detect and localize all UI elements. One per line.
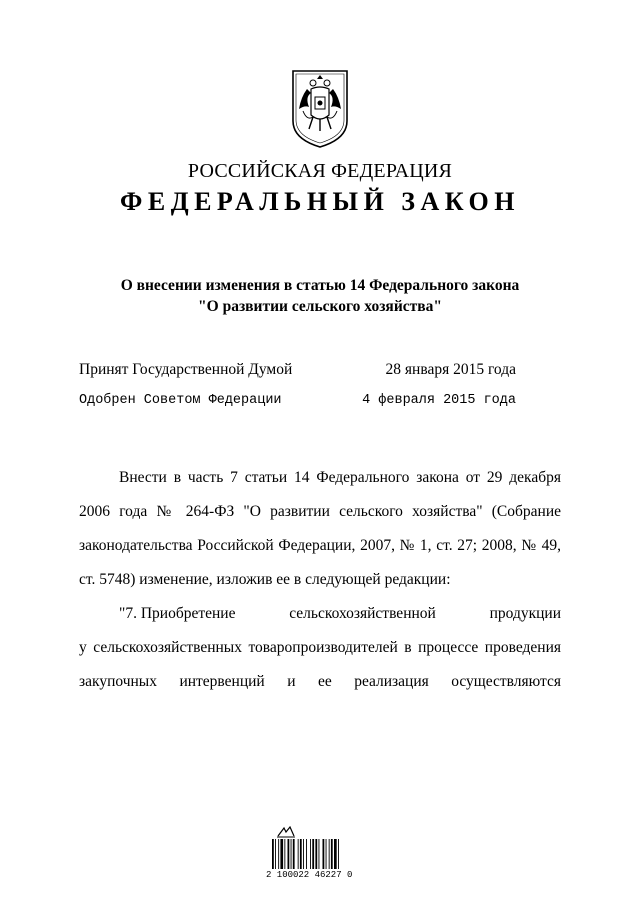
printer-logo-icon [276,826,296,838]
law-body [79,461,561,699]
quote-word: продукции [489,605,561,622]
quote-word: сельскохозяйственной [289,605,436,622]
coat-of-arms-emblem [289,67,351,149]
barcode-number: 2 100022 46227 0 [266,870,353,880]
law-title-line: "О развитии сельского хозяйства" [198,298,442,315]
document-type-heading: ФЕДЕРАЛЬНЫЙ ЗАКОН [120,187,520,216]
quote-word: закупочных [79,673,157,690]
barcode [266,826,356,882]
duma-label: Принят Государственной Думой [79,361,293,378]
duma-date: 28 января 2015 года [385,361,516,378]
quote-word: реализация [354,673,429,690]
quote-word: и [287,673,296,690]
body-line: законодательства Российской Федерации, 2007, № 1, ст. 27; 2008, № 49, [79,537,561,554]
body-line: Внести в часть 7 статьи 14 Федерального закона от 29 декабря [119,469,561,486]
body-line: у сельскохозяйственных товаропроизводителей в процессе проведения [79,639,561,656]
quote-line [79,597,561,631]
quote-word: осуществляются [451,673,561,690]
quote-line [79,665,561,699]
quote-word: интервенций [179,673,265,690]
body-line: 2006 года № 264-ФЗ "О развитии сельского хозяйства" (Собрание [79,503,561,520]
law-title-line: О внесении изменения в статью 14 Федерального закона [120,277,520,294]
barcode-bars [272,839,352,869]
body-line: ст. 5748) изменение, изложив ее в следующей редакции: [79,571,451,588]
quote-word: ее [317,673,332,690]
country-heading: РОССИЙСКАЯ ФЕДЕРАЦИЯ [187,160,453,182]
quote-word: "7. Приобретение [119,605,236,622]
council-date: 4 февраля 2015 года [362,393,516,408]
law-title [0,275,640,317]
council-label: Одобрен Советом Федерации [79,393,282,408]
